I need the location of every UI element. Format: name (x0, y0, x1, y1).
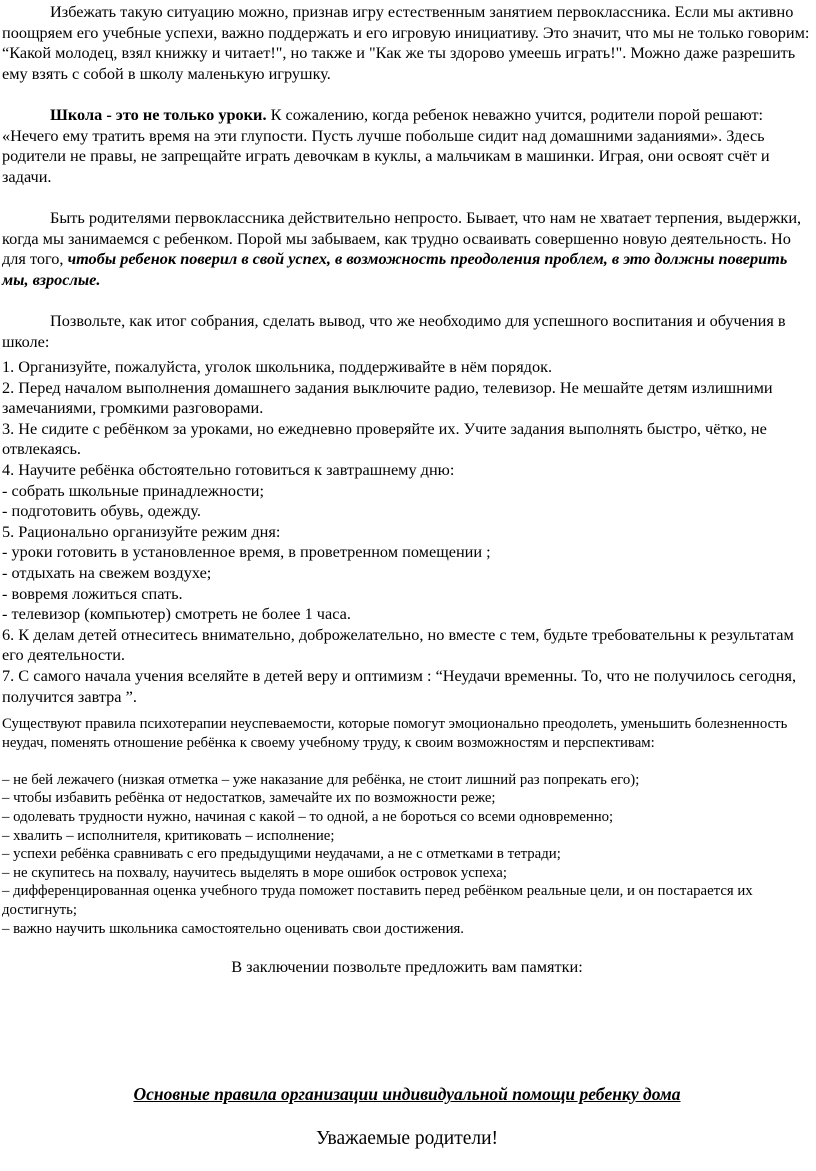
list-item: – одолевать трудности нужно, начиная с какой – то одной, а не бороться со всеми одновременно; (2, 808, 614, 825)
list-item: - отдыхать на свежем воздухе; (2, 562, 212, 582)
parents-paragraph-text: Быть родителями первоклассника действительно непросто. Бывает, что нам не хватает терпения, выдержки, когда мы занимаемся с ребенком. Порой мы забываем, как трудно осваивать совершенно новую деятельность. Но для того, (2, 207, 802, 269)
intro-section (2, 2, 812, 352)
conclusion-line: В заключении позвольте предложить вам памятки: (231, 957, 583, 976)
list-item: – не бей лежачего (низкая отметка – уже наказание для ребёнка, не стоит лишний раз попрекать его); (2, 771, 640, 788)
advice-list (2, 357, 812, 707)
greeting: Уважаемые родители! (315, 1128, 499, 1149)
list-item: 7. С самого начала учения вселяйте в детей веру и оптимизм : “Неудачи временны. То, что не получилось сегодня, получится завтра ”. (2, 665, 797, 706)
school-not-only-lessons: Школа - это не только уроки. (50, 104, 267, 124)
paragraph-school (2, 105, 812, 187)
list-item: 2. Перед началом выполнения домашнего задания выключите радио, телевизор. Не мешайте детям излишними замечаниями, громкими разговорами. (2, 377, 773, 418)
paragraph-conclusion-intro: Позвольте, как итог собрания, сделать вывод, что же необходимо для успешного воспитания и обучения в школе: (2, 310, 786, 351)
list-item: 4. Научите ребёнка обстоятельно готовиться к завтрашнему дню: (2, 459, 455, 479)
memo-title: Основные правила организации индивидуальной помощи ребенку дома (133, 1084, 681, 1104)
rules-list (2, 771, 812, 938)
paragraph-play: Избежать такую ситуацию можно, признав игру естественным занятием первоклассника. Если мы активно поощряем его учебные успехи, важно поддержать и его игровую инициативу. Это значит, что мы не только говорим: “Какой молодец, взял книжку и читает!", но также и "Как же ты здорово умеешь играть!". Можно даже разрешить ему взять с собой в школу маленькую игрушку. (2, 2, 810, 83)
list-item: - уроки готовить в установленное время, в проветренном помещении ; (2, 542, 491, 562)
list-item: – важно научить школьника самостоятельно оценивать свои достижения. (2, 920, 464, 937)
list-item: - телевизор (компьютер) смотреть не более 1 часа. (2, 604, 351, 624)
list-item: – чтобы избавить ребёнка от недостатков, замечайте их по возможности реже; (2, 790, 496, 807)
list-item: 3. Не сидите с ребёнком за уроками, но ежедневно проверяйте их. Учите задания выполнять быстро, чётко, не отвлекаясь. (2, 418, 767, 459)
belief-statement: чтобы ребенок поверил в свой успех, в возможность преодоления проблем, в это должны поверить мы, взрослые. (2, 249, 788, 289)
school-paragraph-text: К сожалению, когда ребенок неважно учится, родители порой решают: «Нечего ему тратить время на эти глупости. Пусть лучше побольше сидит над домашними заданиями». Здесь родители не правы, не запрещайте играть девочкам в куклы, а мальчикам в машинки. Играя, они освоят счёт и задачи. (2, 104, 770, 186)
rules-intro: Существуют правила психотерапии неуспеваемости, которые помогут эмоционально преодолеть, уменьшить болезненность неудач, поменять отношение ребёнка к своему учебному труду, к своим возможностям и перспективам: (2, 716, 788, 751)
list-item: - собрать школьные принадлежности; (2, 480, 264, 500)
list-item: – не скупитесь на похвалу, научитесь выделять в море ошибок островок успеха; (2, 864, 507, 881)
paragraph-parents (2, 208, 812, 290)
list-item: – дифференцированная оценка учебного труда поможет поставить перед ребёнком реальные цели, и он постарается их достигнуть; (2, 883, 753, 918)
rules-section (2, 715, 812, 938)
list-item: 1. Организуйте, пожалуйста, уголок школьника, поддерживайте в нём порядок. (2, 357, 553, 376)
list-item: - вовремя ложиться спать. (2, 583, 183, 603)
list-item: - подготовить обувь, одежду. (2, 501, 201, 521)
list-item: 5. Рационально организуйте режим дня: (2, 521, 281, 541)
list-item: – хвалить – исполнителя, критиковать – исполнение; (2, 827, 335, 844)
list-item: – успехи ребёнка сравнивать с его предыдущими неудачами, а не с отметками в тетради; (2, 846, 561, 863)
list-item: 6. К делам детей отнеситесь внимательно, доброжелательно, но вместе с тем, будьте требовательны к результатам его деятельности. (2, 624, 794, 665)
